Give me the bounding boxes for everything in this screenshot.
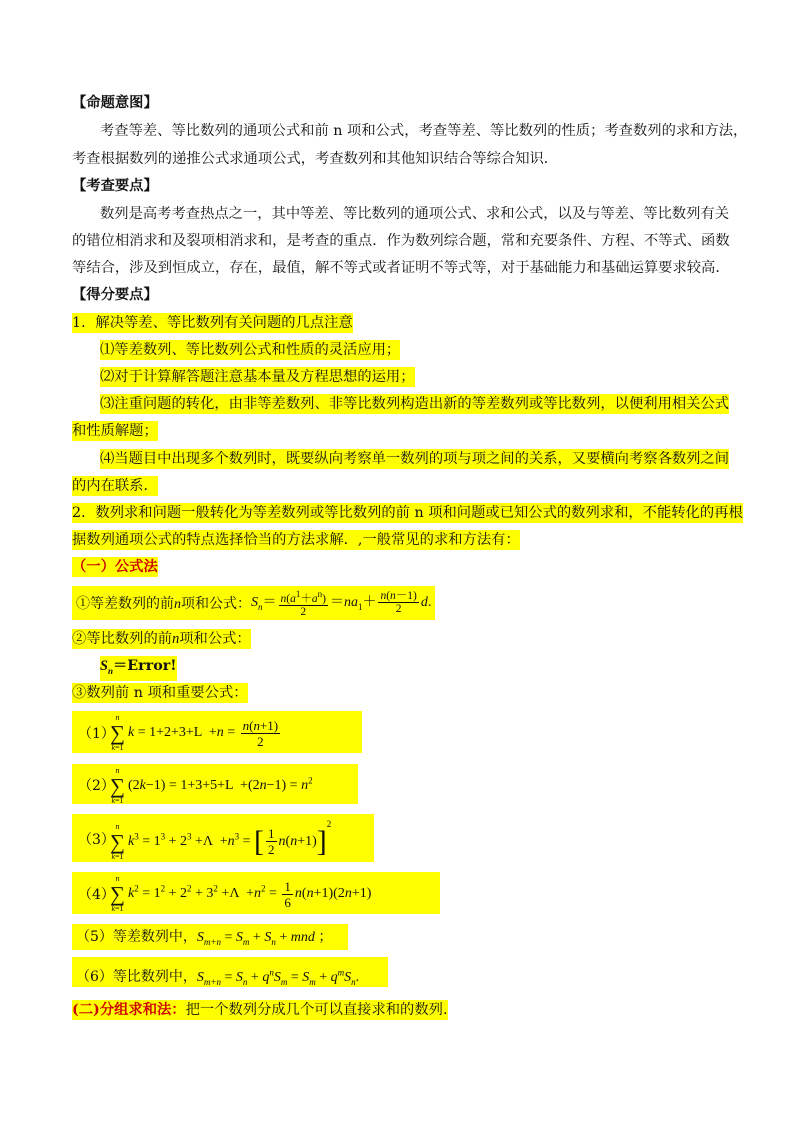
score-sub-3-line2: 和性质解题； <box>72 423 158 439</box>
method-1-title: （一）公式法 <box>72 559 158 575</box>
points-paragraph-line1: 数列是高考考查热点之一，其中等差、等比数列的通项公式、求和公式，以及与等差、等比数列有关 <box>100 206 730 222</box>
formula-3 <box>72 814 374 862</box>
method-2-text: 把一个数列分成几个可以直接求和的数列. <box>185 1002 448 1018</box>
formula-3-label: （3） <box>78 832 115 848</box>
formula-1-expression: n ∑ k=1 k = 1+2+3+L +n = $\frac{n(n+1)}{2}$ <box>110 713 279 752</box>
score-sub-4-line2: 的内在联系． <box>72 478 158 494</box>
score-item-2-line1: 2．数列求和问题一般转化为等差数列或等比数列的前 n 项和问题或已知公式的数列求和，不能转化的再根 <box>72 505 743 521</box>
geo-sum-line <box>72 629 251 649</box>
formula-2-label: （2） <box>78 778 115 794</box>
score-sub-3-line1: ⑶注重问题的转化，由非等差数列、非等比数列构造出新的等差数列或等比数列，以便利用相关公式 <box>100 396 730 412</box>
arith-sum-formula <box>72 586 435 620</box>
points-heading: 【考查要点】 <box>72 178 158 194</box>
formula-6 <box>72 957 388 987</box>
geo-sum-label: ②等比数列的前 <box>72 631 173 647</box>
formula-2 <box>72 764 358 804</box>
common-formulas-label: ③数列前 n 项和重要公式： <box>72 685 248 701</box>
points-paragraph-line2: 的错位相消求和及裂项相消求和，是考查的重点．作为数列综合题，常和充要条件、方程、不等式、函数 <box>72 233 730 249</box>
formula-4-label: （4） <box>78 887 115 903</box>
formula-5-label: （5）等差数列中， <box>76 929 197 945</box>
formula-6-expression: $S_{m+n} = S_n + q^nS_m = S_m + q^mS_n$. <box>196 967 360 987</box>
formula-1-label: （1） <box>78 726 115 742</box>
arith-sum-after: 项和公式： <box>181 596 251 613</box>
formula-1 <box>72 711 362 753</box>
score-item-2-line2: 据数列通项公式的特点选择恰当的方法求解．,一般常见的求和方法有： <box>72 532 520 548</box>
formula-4 <box>72 872 440 914</box>
score-sub-1: ⑴等差数列、等比数列公式和性质的灵活应用； <box>100 342 401 358</box>
arith-sum-label: ①等差数列的前 <box>76 596 174 613</box>
intent-heading: 【命题意图】 <box>72 95 158 111</box>
geo-sum-after: 项和公式： <box>179 631 251 647</box>
arith-sum-n: n <box>174 597 181 613</box>
geo-sum-n: n <box>172 631 180 647</box>
score-sub-4-line1: ⑷当题目中出现多个数列时，既要纵向考察单一数列的项与项之间的关系，又要横向考察各数列之间 <box>100 451 730 467</box>
formula-3-expression: n ∑ k=1 $k^3 = 1^3 + 2^3 +\Lambda +n^3$ = [ $\frac{1}{2}$ n(n+1)]$^2$ <box>110 819 332 861</box>
intent-paragraph-line1: 考查等差、等比数列的通项公式和前 n 项和公式，考查等差、等比数列的性质；考查数列的求和方法， <box>100 123 748 139</box>
error-text: Error! <box>127 658 177 674</box>
formula-6-label: （6）等比数列中， <box>76 968 197 985</box>
formula-5 <box>72 924 348 950</box>
score-sub-2: ⑵对于计算解答题注意基本量及方程思想的运用； <box>100 369 415 385</box>
score-heading: 【得分要点】 <box>72 287 158 303</box>
formula-4-expression: n ∑ k=1 $k^2 = 1^2 + 2^2 + 3^2 +\Lambda +n^2$ = $\frac{1}{6}$ n(n+1)(2n+1) <box>110 874 372 913</box>
method-2-line <box>72 1000 448 1020</box>
arith-sum-expression: $S_n=$ $\frac{n(a^1+a^n)}{2}$ $=na_1+$ $\frac{n(n-1)}{2}$ d. <box>251 588 432 618</box>
score-item-1: 1．解决等差、等比数列有关问题的几点注意 <box>72 315 353 331</box>
intent-paragraph-line2: 考查根据数列的递推公式求通项公式，考查数列和其他知识结合等综合知识． <box>72 151 559 167</box>
geo-sum-formula: $S_n=Error$! <box>100 656 177 681</box>
method-2-title: (二)分组求和法： <box>72 1002 186 1018</box>
points-paragraph-line3: 等结合，涉及到恒成立，存在，最值，解不等式或者证明不等式等，对于基础能力和基础运算要求较高． <box>72 260 730 276</box>
formula-5-expression: $S_{m+n} = S_m + S_n$ + mnd ； <box>196 930 333 947</box>
formula-2-expression: n ∑ k=1 $(2k-1) = 1+3+5+L +(2n-1) = n^2$ <box>110 766 313 805</box>
